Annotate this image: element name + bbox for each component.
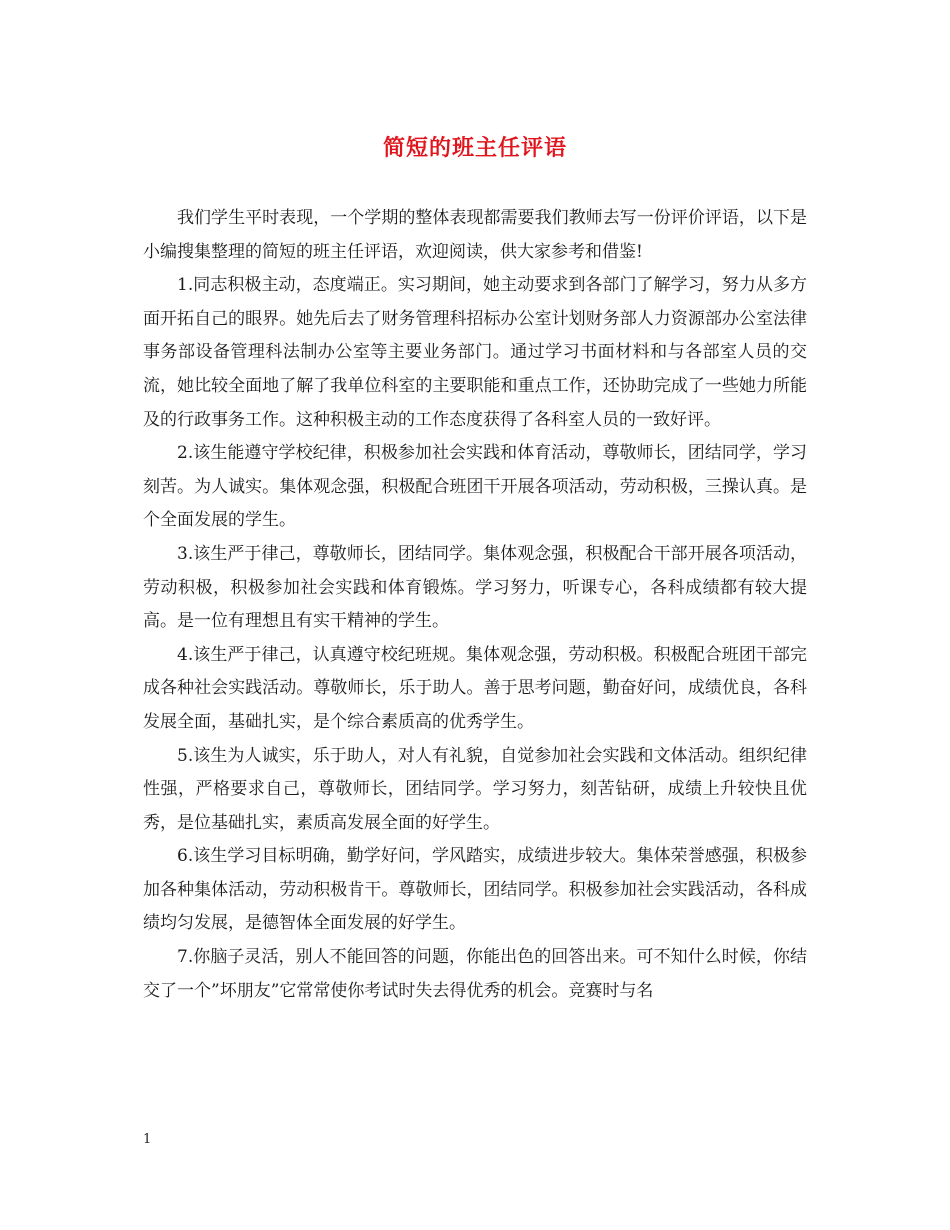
- intro-paragraph: 我们学生平时表现，一个学期的整体表现都需要我们教师去写一份评价评语，以下是小编搜集整理的简短的班主任评语，欢迎阅读，供大家参考和借鉴!: [143, 208, 807, 262]
- comment-paragraph-6: 6.该生学习目标明确，勤学好问，学风踏实，成绩进步较大。集体荣誉感强，积极参加各种集体活动，劳动积极肯干。尊敬师长，团结同学。积极参加社会实践活动，各科成绩均匀发展，是德智体全面发展的好学生。: [143, 846, 807, 934]
- comment-paragraph-1: 1.同志积极主动，态度端正。实习期间，她主动要求到各部门了解学习，努力从多方面开拓自己的眼界。她先后去了财务管理科招标办公室计划财务部人力资源部办公室法律事务部设备管理科法制办公室等主要业务部门。通过学习书面材料和与各部室人员的交流，她比较全面地了解了我单位科室的主要职能和重点工作，还协助完成了一些她力所能及的行政事务工作。这种积极主动的工作态度获得了各科室人员的一致好评。: [143, 275, 807, 430]
- document-body: [143, 202, 807, 1008]
- page-number: 1: [143, 1132, 152, 1147]
- comment-paragraph-7: 7.你脑子灵活，别人不能回答的问题，你能出色的回答出来。可不知什么时候，你结交了一个”坏朋友”它常常使你考试时失去得优秀的机会。竞赛时与名: [143, 947, 807, 1001]
- comment-paragraph-4: 4.该生严于律己，认真遵守校纪班规。集体观念强，劳动积极。积极配合班团干部完成各种社会实践活动。尊敬师长，乐于助人。善于思考问题，勤奋好问，成绩优良，各科发展全面，基础扎实，是个综合素质高的优秀学生。: [143, 644, 807, 732]
- comment-paragraph-3: 3.该生严于律己，尊敬师长，团结同学。集体观念强，积极配合干部开展各项活动，劳动积极，积极参加社会实践和体育锻炼。学习努力，听课专心，各科成绩都有较大提高。是一位有理想且有实干精神的学生。: [143, 543, 807, 632]
- comment-paragraph-2: 2.该生能遵守学校纪律，积极参加社会实践和体育活动，尊敬师长，团结同学，学习刻苦。为人诚实。集体观念强，积极配合班团干开展各项活动，劳动积极，三操认真。是个全面发展的学生。: [143, 443, 807, 531]
- document-title: 简短的班主任评语: [382, 135, 567, 161]
- comment-paragraph-5: 5.该生为人诚实，乐于助人，对人有礼貌，自觉参加社会实践和文体活动。组织纪律性强，严格要求自己，尊敬师长，团结同学。学习努力，刻苦钻研，成绩上升较快且优秀，是位基础扎实，素质高发展全面的好学生。: [143, 745, 807, 833]
